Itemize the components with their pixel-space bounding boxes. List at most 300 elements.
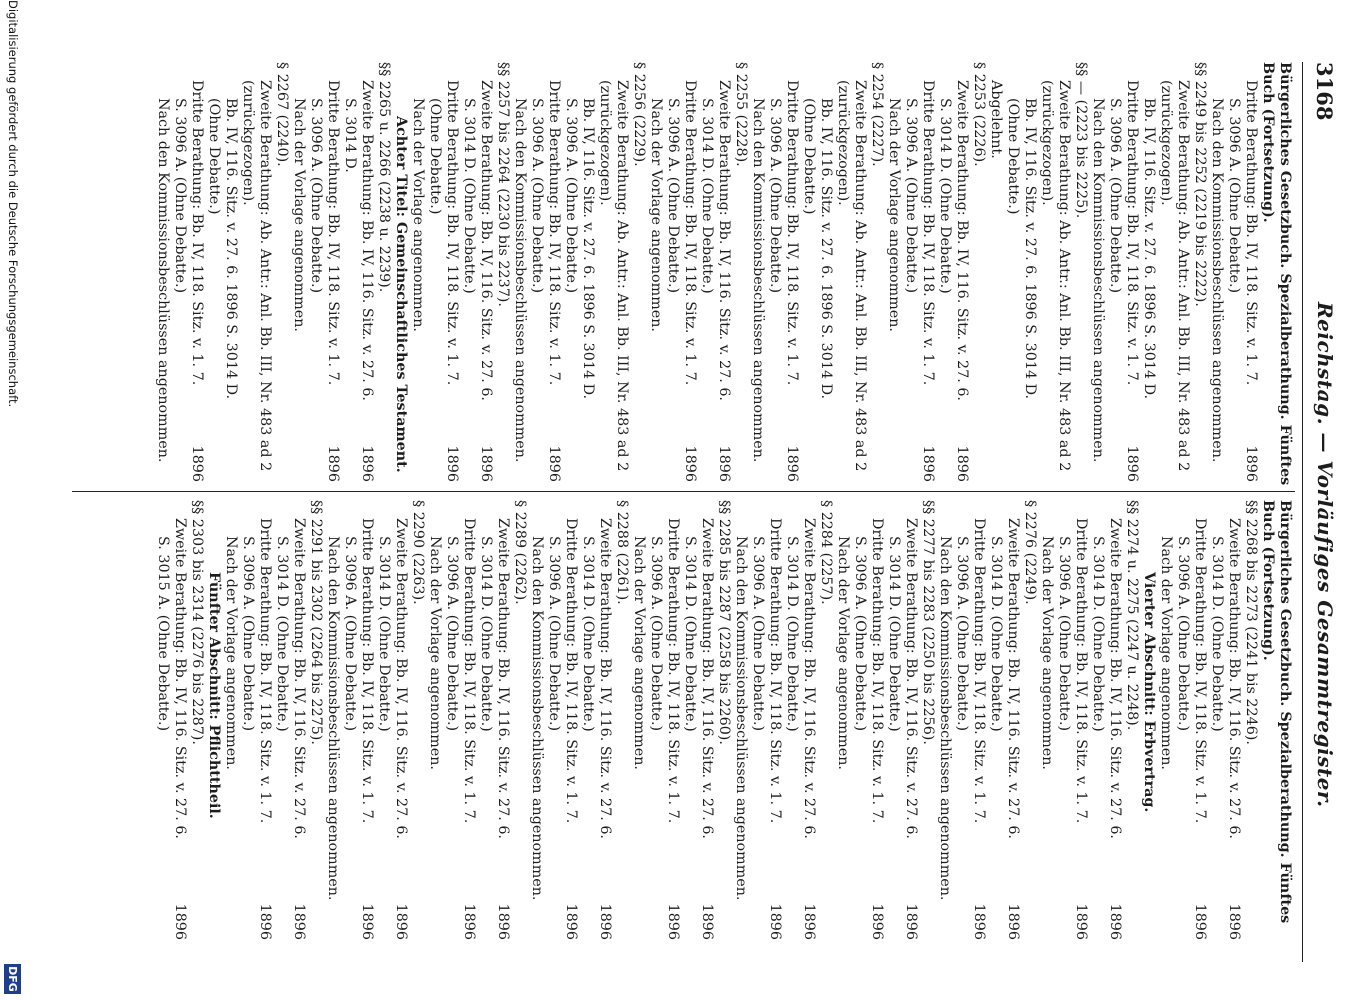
line-text: § 2288 (2261). [614,500,630,605]
text-line [868,62,885,482]
text-line [307,62,324,482]
line-text: (Ohne Debatte.) [801,98,817,215]
line-text: §§ — (2223 bis 2225). [1073,62,1089,219]
text-line [1276,500,1293,940]
text-line [800,500,817,940]
line-year: 1896 [954,445,970,482]
text-line [800,62,817,482]
line-text: S. 3014 D. (Ohne Debatte.) [699,98,715,294]
text-line [647,62,664,482]
text-line [868,500,885,940]
line-text: § 2289 (2262). [512,500,528,605]
line-text: Nach der Vorlage angenommen. [631,536,647,770]
text-line [902,62,919,482]
line-text: §§ 2277 bis 2283 (2250 bis 2256). [920,500,936,745]
text-line [885,500,902,940]
line-year: 1896 [478,445,494,482]
line-text: Nach den Kommissionsbeschlüssen angenommen. [937,536,953,901]
text-line [766,500,783,940]
left-column [154,62,1293,486]
line-year: 1896 [172,903,188,940]
text-line [290,62,307,482]
line-text: S. 3096 A. (Ohne Debatte.) [648,536,664,732]
line-text: § 2255 (2228). [733,62,749,167]
text-line [1242,500,1259,940]
text-line [1055,500,1072,940]
text-line [834,500,851,940]
text-line [188,500,205,940]
text-line [477,62,494,482]
text-line [715,62,732,482]
text-line [919,500,936,940]
text-line [596,62,613,482]
text-line [715,500,732,940]
line-year: 1896 [597,903,613,940]
line-year: 1896 [869,903,885,940]
running-title: Reichstag. — Vorläufiges Gesammtregister. [1313,302,1337,808]
line-text: S. 3096 A. (Ohne Debatte.) [767,98,783,294]
text-line [1191,500,1208,940]
text-line [375,500,392,940]
text-line [460,62,477,482]
line-text: S. 3014 D. (Ohne Debatte.) [1209,536,1225,732]
text-line [1072,500,1089,940]
line-year: 1896 [257,903,273,940]
text-line [222,500,239,940]
line-text: Dritte Berathung: Bb. IV, 118. Sitz. v. 1. 7. [444,80,460,386]
text-line [358,500,375,940]
line-text: Zweite Berathung: Bb. IV, 116. Sitz. v. 27. 6. [597,518,613,839]
line-text: S. 3096 A. (Ohne Debatte.) [546,536,562,732]
text-line [749,62,766,482]
line-text: §§ 2285 bis 2287 (2258 bis 2260). [716,500,732,745]
line-text: S. 3014 D. (Ohne Debatte.) [376,536,392,732]
text-line [630,500,647,940]
text-line [851,500,868,940]
text-line [783,500,800,940]
line-text: S. 3096 A. (Ohne Debatte.) [1175,536,1191,732]
line-text: § 2290 (2263). [410,500,426,605]
line-year: 1896 [1124,445,1140,482]
line-text: S. 3014 D. (Ohne Debatte.) [274,536,290,732]
text-line [409,62,426,482]
line-year: 1896 [444,445,460,482]
text-line [494,500,511,940]
page-header [1307,62,1341,962]
text-line [1021,500,1038,940]
line-text: §§ 2249 bis 2252 (2219 bis 2222). [1192,62,1208,307]
line-text: S. 3096 A. (Ohne Debatte.) [172,98,188,294]
text-line [256,500,273,940]
line-text: S. 3096 A. (Ohne Debatte.) [342,536,358,732]
line-text: S. 3014 D. (Ohne Debatte.) [784,536,800,732]
line-text: Dritte Berathung: Bb. IV, 118. Sitz. v. 1. 7. [257,518,273,824]
text-line [681,62,698,482]
text-line [443,62,460,482]
line-year: 1896 [291,903,307,940]
line-year: 1896 [801,903,817,940]
line-text: Bb. IV, 116. Sitz. v. 27. 6. 1896 S. 3014 D. [223,98,239,400]
line-text: Nach der Vorlage angenommen. [835,536,851,770]
text-line [1157,500,1174,940]
text-line [817,500,834,940]
line-text: Nach den Kommissionsbeschlüssen angenommen. [733,536,749,901]
line-text: S. 3096 A. (Ohne Debatte.) [1107,98,1123,294]
text-line [834,62,851,482]
text-line [222,62,239,482]
text-line [647,500,664,940]
dfg-logo: DFG [4,964,21,994]
text-line [1106,500,1123,940]
text-line [919,62,936,482]
text-line [732,62,749,482]
line-text: Zweite Berathung: Bb. IV, 116. Sitz. v. 27. 6. [172,518,188,839]
text-line [970,62,987,482]
text-line [851,62,868,482]
line-text: S. 3096 A. (Ohne Debatte.) [444,536,460,732]
page-number: 3168 [1312,62,1337,121]
line-text: S. 3014 D. (Ohne Debatte.) [886,536,902,732]
text-line [664,500,681,940]
text-line [664,62,681,482]
line-text: Dritte Berathung: Bb. IV, 118. Sitz. v. 1. 7. [325,80,341,386]
text-line [1123,500,1140,940]
line-text: Bb. IV, 116. Sitz. v. 27. 6. 1896 S. 3014 D. [1022,98,1038,400]
text-line [630,62,647,482]
text-line [273,500,290,940]
line-year: 1896 [784,445,800,482]
line-year: 1896 [325,445,341,482]
text-line [341,500,358,940]
text-line [426,500,443,940]
line-year: 1896 [1107,903,1123,940]
text-line [1140,62,1157,482]
text-line [1089,500,1106,940]
text-line [902,500,919,940]
line-text: Zweite Berathung: Ab. Antr.: Anl. Bb. III, Nr. 483 ad 2 [852,80,868,472]
line-year: 1896 [546,445,562,482]
line-text: Nach der Vorlage angenommen. [410,98,426,332]
text-line [239,500,256,940]
text-line [953,500,970,940]
text-line [1259,500,1276,940]
line-text: S. 3096 A. (Ohne Debatte.) [308,98,324,294]
line-text: Dritte Berathung: Bb. IV, 118. Sitz. v. 1. 7. [189,80,205,386]
line-text: § 2284 (2257). [818,500,834,605]
line-text: Nach den Kommissionsbeschlüssen angenommen. [1090,98,1106,463]
line-text: §§ 2274 u. 2275 (2247 u. 2248). [1124,500,1140,731]
line-year: 1896 [971,903,987,940]
line-text: Nach der Vorlage angenommen. [1039,536,1055,770]
line-text: (zurückgezogen). [1039,80,1055,206]
line-text: S. 3096 A. (Ohne Debatte.) [563,98,579,294]
line-text: Bürgerliches Gesetzbuch. Spezialberathung. Fünftes [1277,500,1293,924]
text-line [987,62,1004,482]
text-line [1225,62,1242,482]
line-text: S. 3014 D. [342,98,358,173]
text-line [545,500,562,940]
line-text: (Ohne Debatte.) [206,98,222,215]
header-rule [1302,62,1303,962]
text-line [511,62,528,482]
line-text: S. 3096 A. (Ohne Debatte.) [1056,536,1072,732]
text-line [154,500,171,940]
footer-credit: Digitalisierung gefördert durch die Deutsche Forschungsgemeinschaft. [6,0,20,408]
text-line [749,500,766,940]
line-text: S. 3096 A. (Ohne Debatte.) [750,536,766,732]
line-text: Zweite Berathung: Bb. IV, 116. Sitz. v. 27. 6. [495,518,511,839]
line-text: Dritte Berathung: Bb. IV, 118. Sitz. v. 1. 7. [920,80,936,386]
text-line [579,62,596,482]
line-year: 1896 [495,903,511,940]
line-text: Dritte Berathung: Bb. IV, 118. Sitz. v. 1. 7. [461,518,477,824]
text-line [970,500,987,940]
line-text: S. 3014 D. (Ohne Debatte.) [682,536,698,732]
text-line [1089,62,1106,482]
line-text: Dritte Berathung: Bb. IV, 118. Sitz. v. 1. 7. [665,518,681,824]
line-text: Zweite Berathung: Bb. IV, 116. Sitz. v. 27. 6. [1226,518,1242,839]
text-line [1106,62,1123,482]
line-text: Zweite Berathung: Bb. IV, 116. Sitz. v. 27. 6. [478,80,494,401]
line-year: 1896 [903,903,919,940]
line-text: Dritte Berathung: Bb. IV, 118. Sitz. v. 1. 7. [784,80,800,386]
right-column [154,500,1293,940]
line-text: Nach der Vorlage angenommen. [291,98,307,332]
line-text: (zurückgezogen). [1158,80,1174,206]
line-text: Nach der Vorlage angenommen. [223,536,239,770]
line-text: S. 3096 A. (Ohne Debatte.) [1226,98,1242,294]
line-text: Dritte Berathung: Bb. IV, 118. Sitz. v. 1. 7. [1073,518,1089,824]
line-text: Zweite Berathung: Bb. IV, 116. Sitz. v. 27. 6. [1005,518,1021,839]
text-line [1157,62,1174,482]
line-text: (zurückgezogen). [240,80,256,206]
line-year: 1896 [359,903,375,940]
line-text: Zweite Berathung: Ab. Antr.: Anl. Bb. III, Nr. 483 ad 2 [1175,80,1191,472]
text-line [511,500,528,940]
line-year: 1896 [1226,903,1242,940]
line-text: § 2267 (2240). [274,62,290,167]
text-line [732,500,749,940]
line-text: S. 3096 A. (Ohne Debatte.) [903,98,919,294]
text-line [1038,62,1055,482]
text-line [1276,62,1293,486]
line-year: 1896 [393,903,409,940]
text-line [562,62,579,482]
text-line [698,62,715,482]
text-line [1055,62,1072,482]
text-line [1208,500,1225,940]
text-line [171,500,188,940]
text-line [443,500,460,940]
line-text: § 2253 (2226). [971,62,987,167]
line-text: Zweite Berathung: Bb. IV, 116. Sitz. v. 27. 6. [393,518,409,839]
line-text: S. 3014 D. (Ohne Debatte.) [580,536,596,732]
text-line [681,500,698,940]
text-line [1242,62,1259,482]
text-line [936,62,953,482]
line-text: Zweite Berathung: Bb. IV, 116. Sitz. v. 27. 6. [716,80,732,401]
line-text: S. 3014 D. (Ohne Debatte.) [988,536,1004,732]
line-year: 1896 [665,903,681,940]
line-text: Nach den Kommissionsbeschlüssen angenommen. [155,98,171,463]
line-text: Nach den Kommissionsbeschlüssen angenommen. [750,98,766,463]
text-line [545,62,562,482]
line-text: §§ 2268 bis 2273 (2241 bis 2246). [1243,500,1259,745]
line-text: Buch (Fortsetzung). [1260,62,1276,223]
text-line [953,62,970,482]
line-year: 1896 [1073,903,1089,940]
line-text: Bb. IV, 116. Sitz. v. 27. 6. 1896 S. 3014 D. [818,98,834,400]
text-line [188,62,205,482]
text-line [613,62,630,482]
text-line [562,500,579,940]
line-text: S. 3096 A. (Ohne Debatte.) [240,536,256,732]
line-text: Dritte Berathung: Bb. IV, 118. Sitz. v. 1. 7. [682,80,698,386]
line-text: Zweite Berathung: Bb. IV, 116. Sitz. v. 27. 6. [954,80,970,401]
text-line [1072,62,1089,482]
text-line [1191,62,1208,482]
line-text: S. 3096 A. (Ohne Debatte.) [529,98,545,294]
text-line [375,62,392,482]
line-text: Dritte Berathung: Bb. IV, 118. Sitz. v. 1. 7. [1192,518,1208,824]
line-text: Dritte Berathung: Bb. IV, 118. Sitz. v. 1. 7. [546,80,562,386]
text-line [324,62,341,482]
text-line [1140,500,1157,940]
line-text: §§ 2291 bis 2302 (2264 bis 2275). [308,500,324,745]
line-text: S. 3096 A. (Ohne Debatte.) [954,536,970,732]
line-text: S. 3015 A. (Ohne Debatte.) [155,536,171,732]
text-line [171,62,188,482]
text-line [426,62,443,482]
line-year: 1896 [716,445,732,482]
line-text: Nach der Vorlage angenommen. [886,98,902,332]
line-year: 1896 [699,903,715,940]
footer [2,0,22,1000]
line-text: Dritte Berathung: Bb. IV, 118. Sitz. v. 1. 7. [971,518,987,824]
line-text: Zweite Berathung: Bb. IV, 116. Sitz. v. 27. 6. [359,80,375,401]
line-year: 1896 [682,445,698,482]
text-line [698,500,715,940]
text-line [409,500,426,940]
text-line [1038,500,1055,940]
line-text: (zurückgezogen). [597,80,613,206]
text-line [528,500,545,940]
line-text: Zweite Berathung: Ab. Antr.: Anl. Bb. III, Nr. 483 ad 2 [614,80,630,472]
text-line [1123,62,1140,482]
line-text: Nach der Vorlage angenommen. [1158,536,1174,770]
line-text: Nach den Kommissionsbeschlüssen angenommen. [325,536,341,901]
line-text: Dritte Berathung: Bb. IV, 118. Sitz. v. 1. 7. [1243,80,1259,386]
line-year: 1896 [920,445,936,482]
line-text: Dritte Berathung: Bb. IV, 118. Sitz. v. 1. 7. [359,518,375,824]
text-line [460,500,477,940]
line-text: Abgelehnt. [988,80,1004,159]
line-text: S. 3096 A. (Ohne Debatte.) [665,98,681,294]
line-year: 1896 [359,445,375,482]
line-text: Dritte Berathung: Bb. IV, 118. Sitz. v. 1. 7. [563,518,579,824]
text-line [596,500,613,940]
line-text: (Ohne Debatte.) [1005,98,1021,215]
line-text: Zweite Berathung: Bb. IV, 116. Sitz. v. 27. 6. [291,518,307,839]
text-line [1021,62,1038,482]
line-text: Zweite Berathung: Ab. Antr.: Anl. Bb. III, Nr. 483 ad 2 [1056,80,1072,472]
line-text: Zweite Berathung: Ab. Antr.: Anl. Bb. III, Nr. 483 ad 2 [257,80,273,472]
line-text: (zurückgezogen). [835,80,851,206]
line-text: § 2256 (2229). [631,62,647,167]
text-line [392,500,409,940]
text-line [154,62,171,482]
line-text: S. 3014 D. (Ohne Debatte.) [937,98,953,294]
line-year: 1896 [461,903,477,940]
text-line [613,500,630,940]
text-line [290,500,307,940]
text-line [579,500,596,940]
line-text: Nach den Kommissionsbeschlüssen angenommen. [529,536,545,901]
text-line [1004,500,1021,940]
text-line [341,62,358,482]
text-line [1208,62,1225,482]
line-text: §§ 2265 u. 2266 (2238 u. 2239). [376,62,392,293]
text-line [766,62,783,482]
text-line [783,62,800,482]
line-year: 1896 [1243,445,1259,482]
line-text: Fünfter Abschnitt: Pflichttheil. [206,572,222,819]
line-text: Nach der Vorlage angenommen. [648,98,664,332]
text-line [205,62,222,482]
text-line [324,500,341,940]
line-text: Nach der Vorlage angenommen. [427,536,443,770]
line-text: Bürgerliches Gesetzbuch. Spezialberathung. Fünftes [1277,62,1293,486]
line-text: §§ 2303 bis 2314 (2276 bis 2287). [189,500,205,745]
line-year: 1896 [1192,903,1208,940]
text-line [1259,62,1276,482]
text-line [936,500,953,940]
line-text: Bb. IV, 116. Sitz. v. 27. 6. 1896 S. 3014 D. [580,98,596,400]
line-text: Vierter Abschnitt: Erbvertrag. [1141,572,1157,813]
line-text: § 2276 (2249). [1022,500,1038,605]
line-text: S. 3096 A. (Ohne Debatte.) [852,536,868,732]
line-text: S. 3014 D. (Ohne Debatte.) [1090,536,1106,732]
line-year: 1896 [1005,903,1021,940]
text-line [273,62,290,482]
line-text: Dritte Berathung: Bb. IV, 118. Sitz. v. 1. 7. [869,518,885,824]
line-text: Bb. IV, 116. Sitz. v. 27. 6. 1896 S. 3014 D. [1141,98,1157,400]
text-line [477,500,494,940]
line-text: Zweite Berathung: Bb. IV, 116. Sitz. v. 27. 6. [801,518,817,839]
line-text: S. 3014 D. (Ohne Debatte.) [478,536,494,732]
text-line [528,62,545,482]
text-line [987,500,1004,940]
line-text: Buch (Fortsetzung). [1260,500,1276,661]
line-text: §§ 2257 bis 2264 (2230 bis 2237). [495,62,511,307]
line-text: Nach den Kommissionsbeschlüssen angenommen. [1209,98,1225,463]
text-line [256,62,273,482]
text-line [1225,500,1242,940]
line-text: Dritte Berathung: Bb. IV, 118. Sitz. v. 1. 7. [767,518,783,824]
text-line [1004,62,1021,482]
line-text: Zweite Berathung: Bb. IV, 116. Sitz. v. 27. 6. [1107,518,1123,839]
line-year: 1896 [189,445,205,482]
text-line [239,62,256,482]
line-text: Achter Titel: Gemeinschaftliches Testament. [393,116,409,473]
line-year: 1896 [563,903,579,940]
text-line [885,62,902,482]
line-text: (Ohne Debatte.) [427,98,443,215]
text-line [1174,62,1191,482]
line-text: Zweite Berathung: Bb. IV, 116. Sitz. v. 27. 6. [903,518,919,839]
text-line [817,62,834,482]
line-year: 1896 [767,903,783,940]
